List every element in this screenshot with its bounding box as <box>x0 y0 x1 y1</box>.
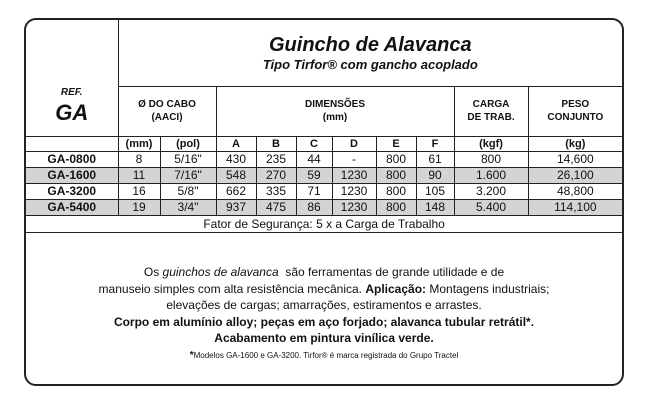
table-cell: 3/4" <box>160 199 216 215</box>
footnote: *Modelos GA-1600 e GA-3200. Tirfor® é marca registrada do Grupo Tractel <box>189 349 459 361</box>
dimensions-header: DIMENSÕES (mm) <box>216 86 454 136</box>
table-cell: 48,800 <box>528 183 622 199</box>
table-row <box>26 199 622 215</box>
table-cell: 61 <box>416 151 454 167</box>
table-cell: 5/16" <box>160 151 216 167</box>
table-row <box>26 151 622 167</box>
safety-row <box>26 215 622 232</box>
model-code: GA-1600 <box>26 167 118 183</box>
working-load-header: CARGA DE TRAB. <box>454 86 528 136</box>
unit-cell: B <box>256 136 296 151</box>
unit-cell: (mm) <box>118 136 160 151</box>
title-cell <box>118 20 622 86</box>
cable-diameter-header: Ø DO CABO (AACI) <box>118 86 216 136</box>
model-code: GA-3200 <box>26 183 118 199</box>
description-line: elevações de cargas; amarrações, estiramentos e arrastes. <box>166 298 482 312</box>
product-card <box>24 18 624 386</box>
table-cell: 800 <box>376 199 416 215</box>
table-cell: 105 <box>416 183 454 199</box>
table-cell: 1230 <box>332 183 376 199</box>
table-cell: 1230 <box>332 167 376 183</box>
unit-cell: F <box>416 136 454 151</box>
table-cell: - <box>332 151 376 167</box>
page-subtitle: Tipo Tirfor® com gancho acoplado <box>262 56 478 72</box>
model-code: GA-5400 <box>26 199 118 215</box>
unit-cell: C <box>296 136 332 151</box>
table-cell: 114,100 <box>528 199 622 215</box>
table-cell: 800 <box>376 167 416 183</box>
table-cell: 14,600 <box>528 151 622 167</box>
table-row <box>26 167 622 183</box>
table-row <box>26 183 622 199</box>
page-title: Guincho de Alavanca <box>268 33 472 56</box>
table-cell: 71 <box>296 183 332 199</box>
table-cell: 548 <box>216 167 256 183</box>
table-cell: 90 <box>416 167 454 183</box>
table-cell: 800 <box>454 151 528 167</box>
table-cell: 1230 <box>332 199 376 215</box>
table-cell: 16 <box>118 183 160 199</box>
table-cell: 5.400 <box>454 199 528 215</box>
table-cell: 59 <box>296 167 332 183</box>
ref-label: REF. <box>60 86 83 98</box>
table-cell: 235 <box>256 151 296 167</box>
table-cell: 662 <box>216 183 256 199</box>
description-line: Os guinchos de alavanca são ferramentas de grande utilidade e de <box>143 265 505 279</box>
table-cell: 800 <box>376 151 416 167</box>
table-cell: 3.200 <box>454 183 528 199</box>
ref-code: GA <box>55 99 89 125</box>
table-cell: 475 <box>256 199 296 215</box>
table-cell: 8 <box>118 151 160 167</box>
table-cell: 7/16" <box>160 167 216 183</box>
units-row <box>26 136 622 151</box>
model-code: GA-0800 <box>26 151 118 167</box>
table-cell: 270 <box>256 167 296 183</box>
spec-table <box>26 20 622 233</box>
weight-header: PESO CONJUNTO <box>528 86 622 136</box>
unit-cell: E <box>376 136 416 151</box>
table-cell: 11 <box>118 167 160 183</box>
table-cell: 26,100 <box>528 167 622 183</box>
unit-cell: D <box>332 136 376 151</box>
table-cell: 5/8" <box>160 183 216 199</box>
unit-cell: (kgf) <box>454 136 528 151</box>
table-cell: 800 <box>376 183 416 199</box>
table-cell: 86 <box>296 199 332 215</box>
unit-cell: (pol) <box>160 136 216 151</box>
table-cell: 19 <box>118 199 160 215</box>
table-cell: 430 <box>216 151 256 167</box>
table-cell: 1.600 <box>454 167 528 183</box>
table-cell: 335 <box>256 183 296 199</box>
finish-line: Acabamento em pintura vinílica verde. <box>214 331 434 345</box>
table-cell: 937 <box>216 199 256 215</box>
description <box>26 264 622 361</box>
table-cell: 148 <box>416 199 454 215</box>
safety-factor: Fator de Segurança: 5 x a Carga de Trabalho <box>26 215 622 232</box>
description-line: manuseio simples com alta resistência mecânica. Aplicação: Montagens industriais; <box>98 281 550 296</box>
features-line: Corpo em alumínio alloy; peças em aço forjado; alavanca tubular retrátil*. <box>113 314 535 329</box>
unit-cell: A <box>216 136 256 151</box>
units-ref-cell <box>26 136 118 151</box>
unit-cell: (kg) <box>528 136 622 151</box>
ref-cell <box>26 20 118 136</box>
table-cell: 44 <box>296 151 332 167</box>
